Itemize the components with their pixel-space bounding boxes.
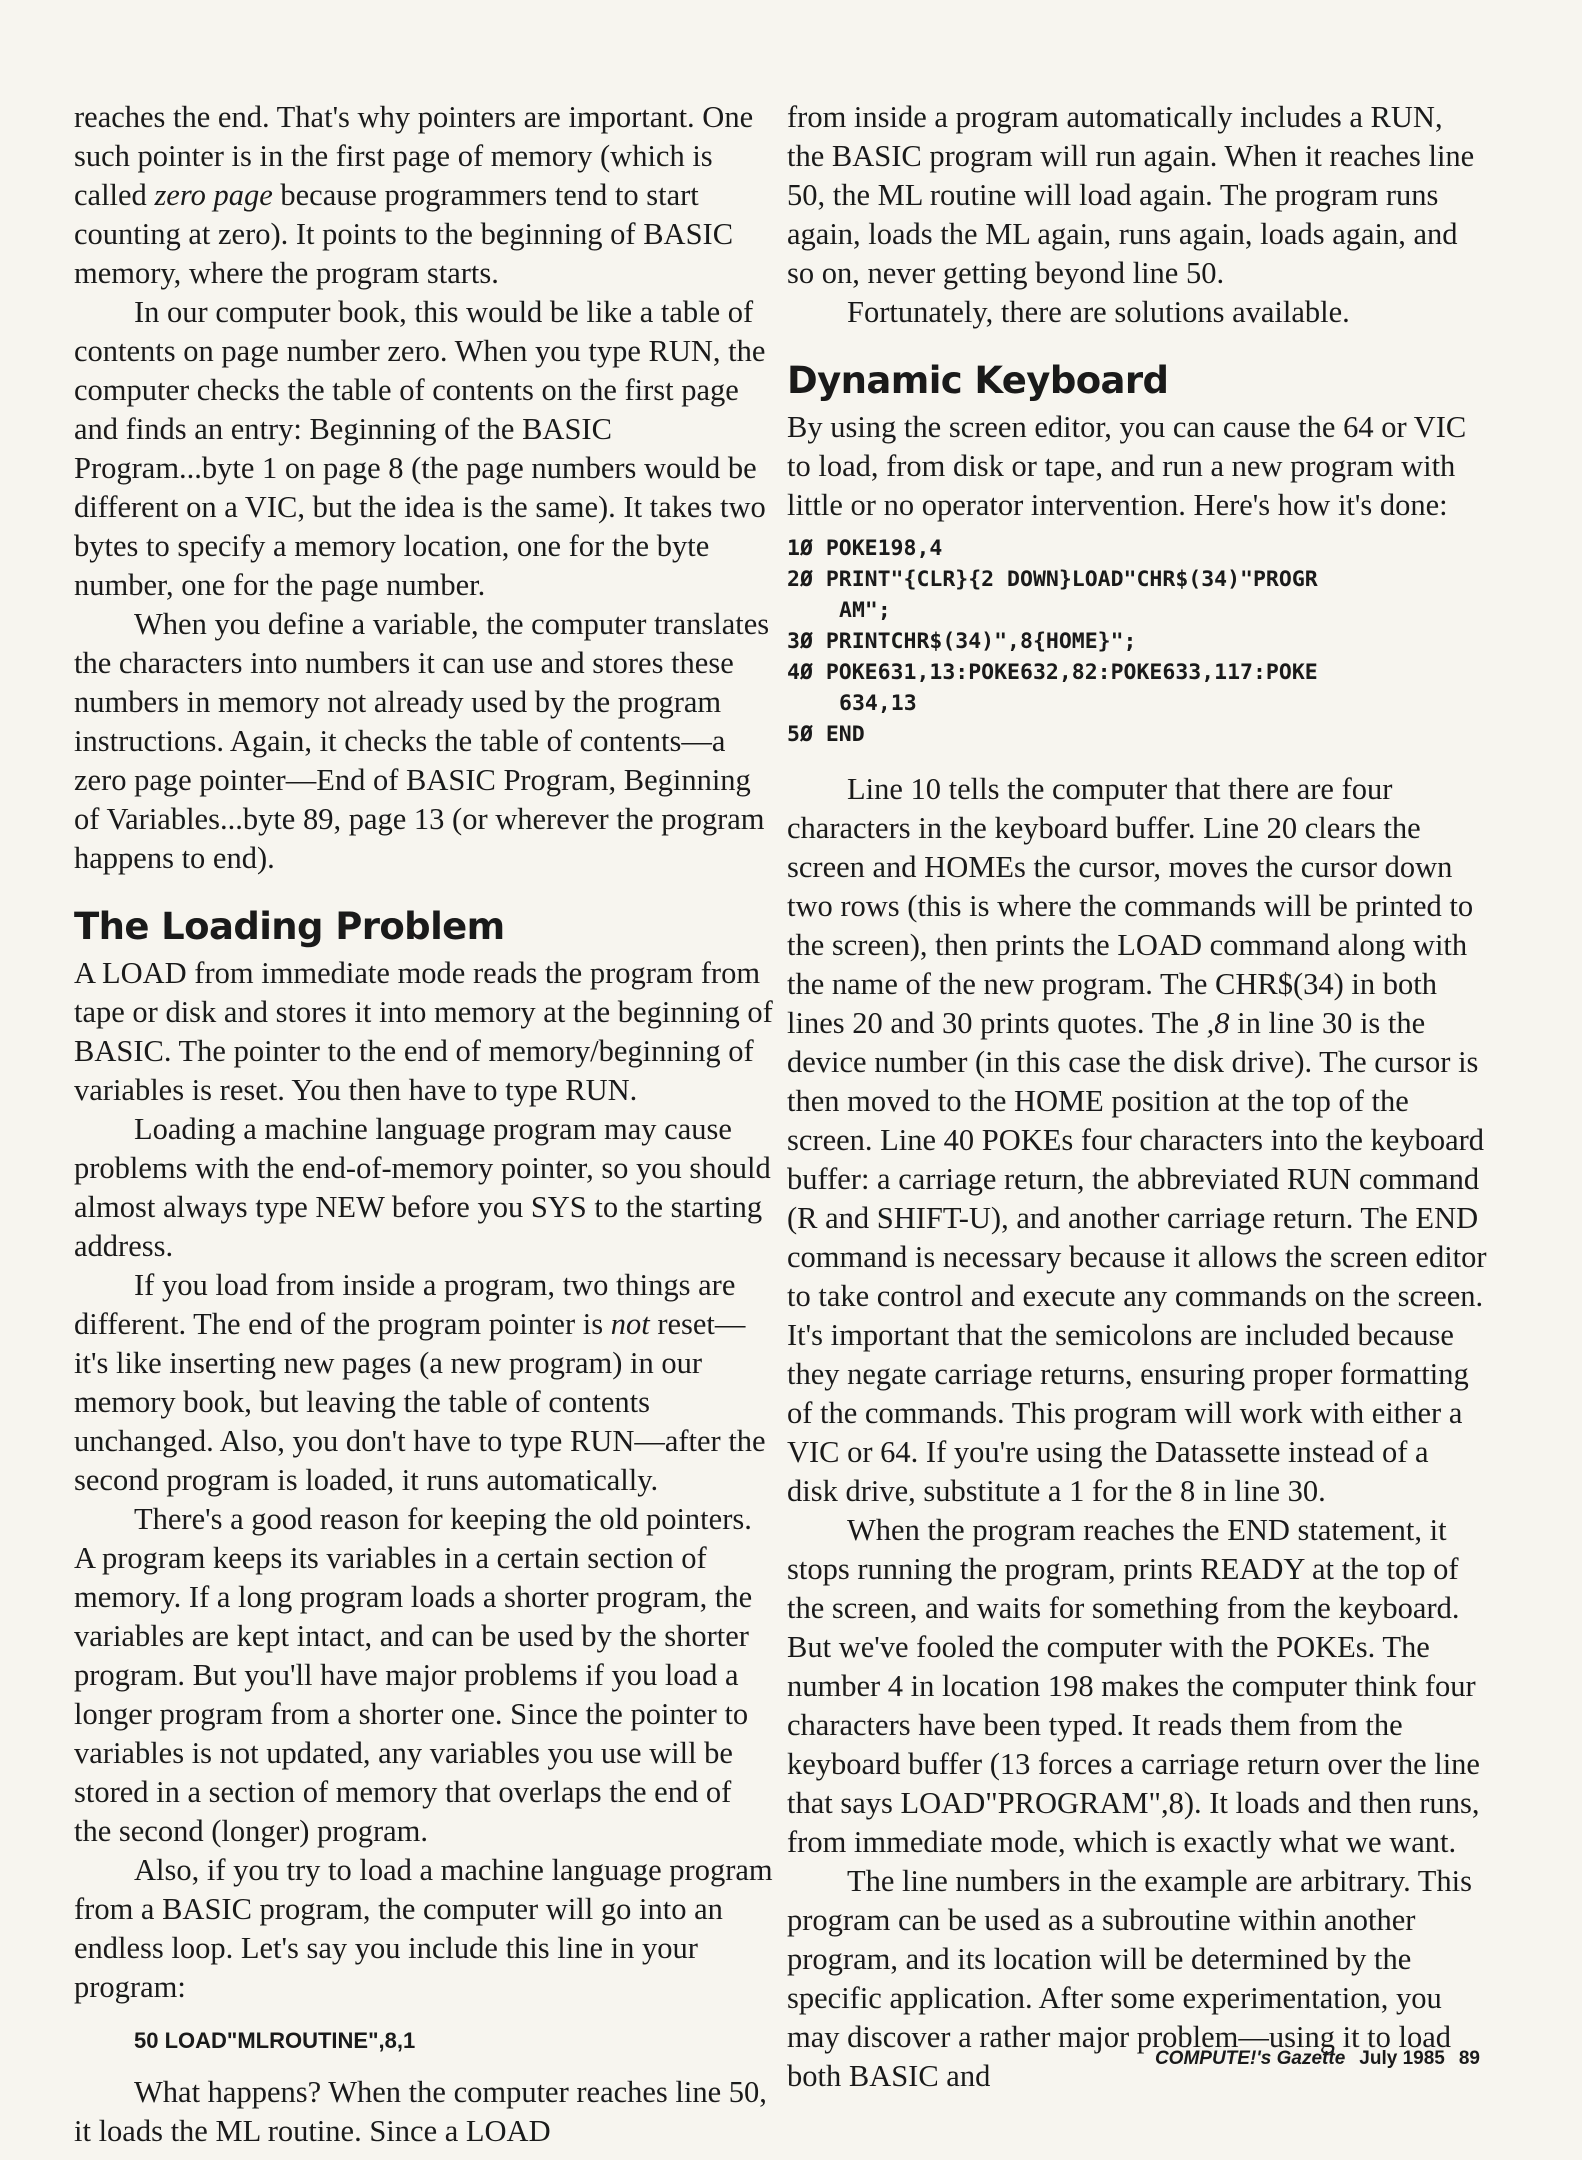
magazine-name: COMPUTE!'s Gazette [1154, 2048, 1346, 2069]
emphasis: ,8 [1206, 1006, 1230, 1040]
issue-date: July 1985 [1359, 2048, 1445, 2069]
paragraph: In our computer book, this would be like a table of contents on page number zero. When you type RUN, the computer checks the table of contents on the first page and finds an entry: Beginning of the BASIC Program...byte 1 on page 8 (the page numbers would be different on a VIC, but the idea is the same). It takes two bytes to specify a memory location, one for the byte number, one for the page number. [74, 295, 766, 602]
emphasis: not [610, 1307, 650, 1341]
code-line: 5Ø END [787, 722, 865, 747]
paragraph: reaches the end. That's why pointers are important. One such pointer is in the first page of memory (which is called zero page because programmers tend to start counting at zero). It points to the beginning of BASIC memory, where the program starts. [74, 100, 754, 290]
code-line: 1Ø POKE198,4 [787, 536, 943, 561]
paragraph: A LOAD from immediate mode reads the program from tape or disk and stores it into memory at the beginning of BASIC. The pointer to the end of memory/beginning of variables is reset. You then have to type RUN. [74, 956, 773, 1107]
paragraph: Loading a machine language program may cause problems with the end-of-memory pointer, so you should almost always type NEW before you SYS to the starting address. [74, 1112, 771, 1263]
paragraph: What happens? When the computer reaches line 50, it loads the ML routine. Since a LOAD [74, 2075, 767, 2148]
code-line: 2Ø PRINT"{CLR}{2 DOWN}LOAD"CHR$(34)"PROGR [787, 567, 1318, 592]
paragraph: Fortunately, there are solutions available. [847, 295, 1350, 329]
paragraph: By using the screen editor, you can cause the 64 or VIC to load, from disk or tape, and run a new program with little or no operator intervention. Here's how it's done: [787, 410, 1467, 522]
paragraph: Line 10 tells the computer that there are four characters in the keyboard buffer. Line 20 clears the screen and HOMEs the cursor, moves the cursor down two rows (this is where the commands will be printed to the screen), then prints the LOAD command along with the name of the new program. The CHR$(34) in both lines 20 and 30 prints quotes. The ,8 in line 30 is the device number (in this case the disk drive). The cursor is then moved to the HOME position at the top of the screen. Line 40 POKEs four characters into the keyboard buffer: a carriage return, the abbreviated RUN command (R and SHIFT-U), and another carriage return. The END command is necessary because it allows the screen editor to take control and execute any commands on the screen. It's important that the semicolons are included because they negate carriage returns, ensuring proper formatting of the commands. This program will work with either a VIC or 64. If you're using the Datassette instead of a disk drive, substitute a 1 for the 8 in line 30. [787, 772, 1487, 1508]
left-column [74, 98, 774, 2151]
code-listing [787, 533, 1487, 750]
code-line: 3Ø PRINTCHR$(34)",8{HOME}"; [787, 629, 1137, 654]
page-footer [1155, 2048, 1480, 2070]
section-heading-loading-problem: The Loading Problem [74, 905, 505, 948]
paragraph: When the program reaches the END statement, it stops running the program, prints READY at the top of the screen, and waits for something from the keyboard. But we've fooled the computer with the POKEs. The number 4 in location 198 makes the computer think four characters have been typed. It reads them from the keyboard buffer (13 forces a carriage return over the line that says LOAD"PROGRAM",8). It loads and then runs, from immediate mode, which is exactly what we want. [787, 1513, 1480, 1859]
paragraph: Also, if you try to load a machine language program from a BASIC program, the computer will go into an endless loop. Let's say you include this line in your program: [74, 1853, 773, 2004]
code-line: 50 LOAD"MLROUTINE",8,1 [134, 2028, 416, 2053]
paragraph: There's a good reason for keeping the old pointers. A program keeps its variables in a certain section of memory. If a long program loads a shorter program, the variables are kept intact, and can be used by the shorter program. But you'll have major problems if you load a longer program from a shorter one. Since the pointer to variables is not updated, any variables you use will be stored in a section of memory that overlaps the end of the second (longer) program. [74, 1502, 753, 1848]
emphasis: zero page [154, 178, 273, 212]
right-column [787, 98, 1487, 2096]
code-line: AM"; [839, 598, 891, 623]
paragraph: When you define a variable, the computer translates the characters into numbers it can use and stores these numbers in memory not already used by the program instructions. Again, it checks the table of contents—a zero page pointer—End of BASIC Program, Beginning of Variables...byte 89, page 13 (or wherever the program happens to end). [74, 607, 770, 875]
paragraph: from inside a program automatically includes a RUN, the BASIC program will run again. When it reaches line 50, the ML routine will load again. The program runs again, loads the ML again, runs again, loads again, and so on, never getting beyond line 50. [787, 100, 1475, 290]
paragraph: The line numbers in the example are arbitrary. This program can be used as a subroutine within another program, and its location will be determined by the specific application. After some experimentation, you may discover a rather major problem—using it to load both BASIC and [787, 1864, 1473, 2093]
code-line: 4Ø POKE631,13:POKE632,82:POKE633,117:POKE [787, 660, 1318, 685]
paragraph: If you load from inside a program, two things are different. The end of the program pointer is not reset—it's like inserting new pages (a new program) in our memory book, but leaving the table of contents unchanged. Also, you don't have to type RUN—after the second program is loaded, it runs automatically. [74, 1268, 766, 1497]
section-heading-dynamic-keyboard: Dynamic Keyboard [787, 359, 1169, 402]
page-number: 89 [1458, 2048, 1480, 2069]
code-line: 634,13 [839, 691, 917, 716]
